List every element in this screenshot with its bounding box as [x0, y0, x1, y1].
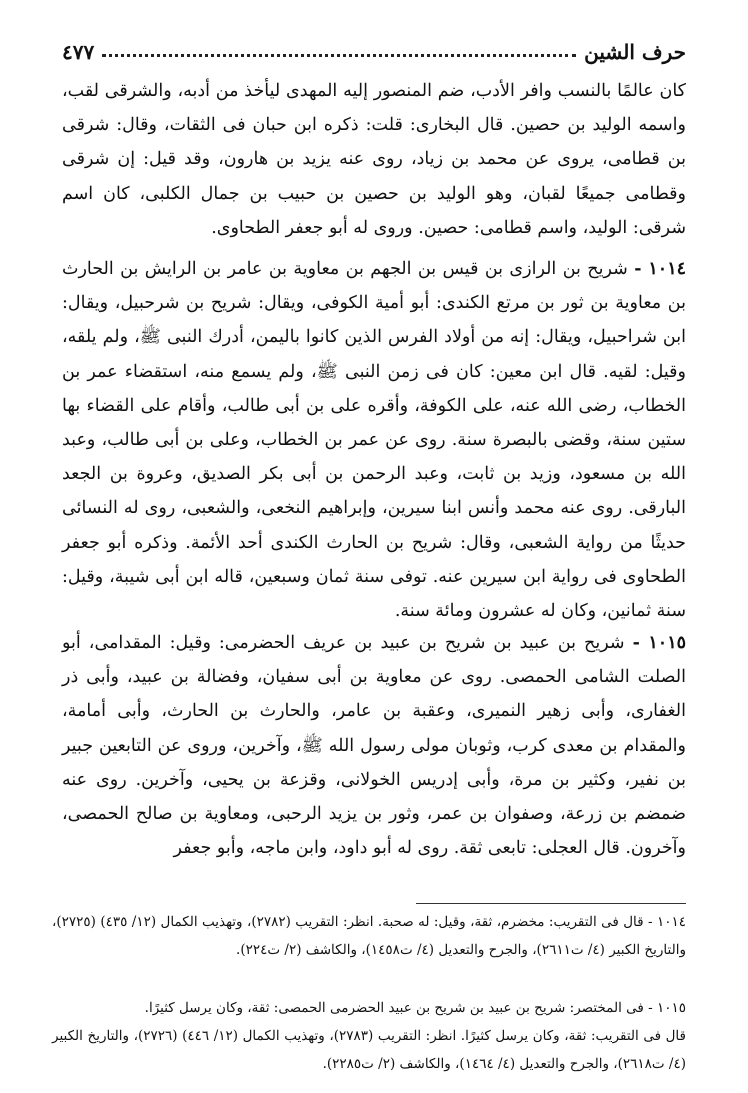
entry-number: ١٠١٤ -: [634, 259, 686, 279]
entry-1014: [62, 252, 686, 628]
footnote-continuation: قال فى التقريب: ثقة، وكان يرسل كثيرًا. انظر: التقريب (٢٧٨٣)، وتهذيب الكمال (١٢/ ٤٤٦) (٢٧٢٦)، والتاريخ الكبير (٤/ ت٢٦١٨)، والجرح والتعديل (٤/ ١٤٦٤)، والكاشف (٢/ ت٢٢٨٥).: [52, 1028, 686, 1072]
footnote-divider: [416, 903, 686, 904]
footnote-number: ١٠١٥ -: [648, 1000, 686, 1016]
footnote-text: فى المختصر: شريح بن عبيد بن شريح بن عبيد الحضرمى الحمصى: ثقة، وكان يرسل كثيرًا.: [144, 1000, 644, 1016]
entry-1015: [62, 626, 686, 865]
header-dotted-leader: [102, 54, 576, 57]
page-number: ٤٧٧: [62, 40, 95, 64]
page-header: [62, 36, 686, 68]
body-paragraph: [62, 74, 686, 245]
chapter-title: حرف الشين: [584, 40, 686, 64]
entry-text: شريح بن عبيد بن شريح بن عبيد بن عريف الحضرمى: وقيل: المقدامى، أبو الصلت الشامى الحمصى. روى عن معاوية بن أبى سفيان، وفضالة بن عبيد، وأبى ذر الغفارى، وأبى زهير النميرى، وعقبة بن عامر، والحارث بن الحارث، وأبى أمامة، والمقدام بن معدى كرب، وثوبان مولى رسول الله ﷺ، وآخرين، وروى عن التابعين جبير بن نفير، وكثير بن مرة، وأبى إدريس الخولانى، وقزعة بن يحيى، وآخرين. روى عنه ضمضم بن زرعة، وصفوان بن عمر، وثور بن يزيد الرحبى، ومعاوية بن صالح الحمصى، وآخرون. قال العجلى: تابعى ثقة. روى له أبو داود، وابن ماجه، وأبو جعفر: [62, 633, 686, 859]
footnote-text: قال فى التقريب: مخضرم، ثقة، وقيل: له صحبة. انظر: التقريب (٢٧٨٢)، وتهذيب الكمال (١٢/ ٤٣٥) (٢٧٢٥)، والتاريخ الكبير (٤/ ت٢٦١١)، والجرح والتعديل (٤/ ت١٤٥٨)، والكاشف (٢/ ت٢٢٤).: [52, 914, 686, 958]
entry-number: ١٠١٥ -: [632, 633, 686, 653]
entry-text: شريح بن الرازى بن قيس بن الجهم بن معاوية بن عامر بن الرايش بن الحارث بن معاوية بن ثور بن مرتع الكندى: أبو أمية الكوفى، ويقال: شريح بن شرحبيل، ويقال: ابن شراحبيل، ويقال: إنه من أولاد الفرس الذين كانوا باليمن، أدرك النبى ﷺ، ولم يلقه، وقيل: لقيه. قال ابن معين: كان فى زمن النبى ﷺ، ولم يسمع منه، استقضاء عمر بن الخطاب، رضى الله عنه، على الكوفة، وأقره على بن أبى طالب، وأقام على القضاء بها ستين سنة، وقضى بالبصرة سنة. روى عن عمر بن الخطاب، وعلى بن أبى طالب، وعبد الله بن مسعود، وزيد بن ثابت، وعبد الرحمن بن أبى بكر الصديق، وعروة بن الجعد البارقى. روى عنه محمد وأنس ابنا سيرين، وإبراهيم النخعى، والشعبى، روى له النسائى حديثًا من رواية الشعبى، وقال: شريح بن الحارث الكندى أحد الأئمة. وذكره أبو جعفر الطحاوى فى رواية ابن سيرين عنه. توفى سنة ثمان وسبعين، قاله ابن أبى شيبة، وقيل: سنة ثمانين، وكان له عشرون ومائة سنة.: [62, 259, 686, 622]
paragraph-text: كان عالمًا بالنسب وافر الأدب، ضم المنصور إليه المهدى ليأخذ من أدبه، والشرقى لقب، واسمه الوليد بن حصين. قال البخارى: قلت: ذكره ابن حبان فى الثقات، وقال: شرقى بن قطامى، يروى عن محمد بن زياد، روى عنه يزيد بن هارون، وقد قيل: إن شرقى وقطامى جميعًا لقبان، وهو الوليد بن حصين بن حبيب بن جمال الكلبى، كان اسم شرقى: الوليد، واسم قطامى: حصين. وروى له أبو جعفر الطحاوى.: [62, 81, 686, 238]
footnote-1014: [52, 908, 686, 964]
footnote-1015: [52, 994, 686, 1078]
footnote-number: ١٠١٤ -: [648, 914, 687, 930]
